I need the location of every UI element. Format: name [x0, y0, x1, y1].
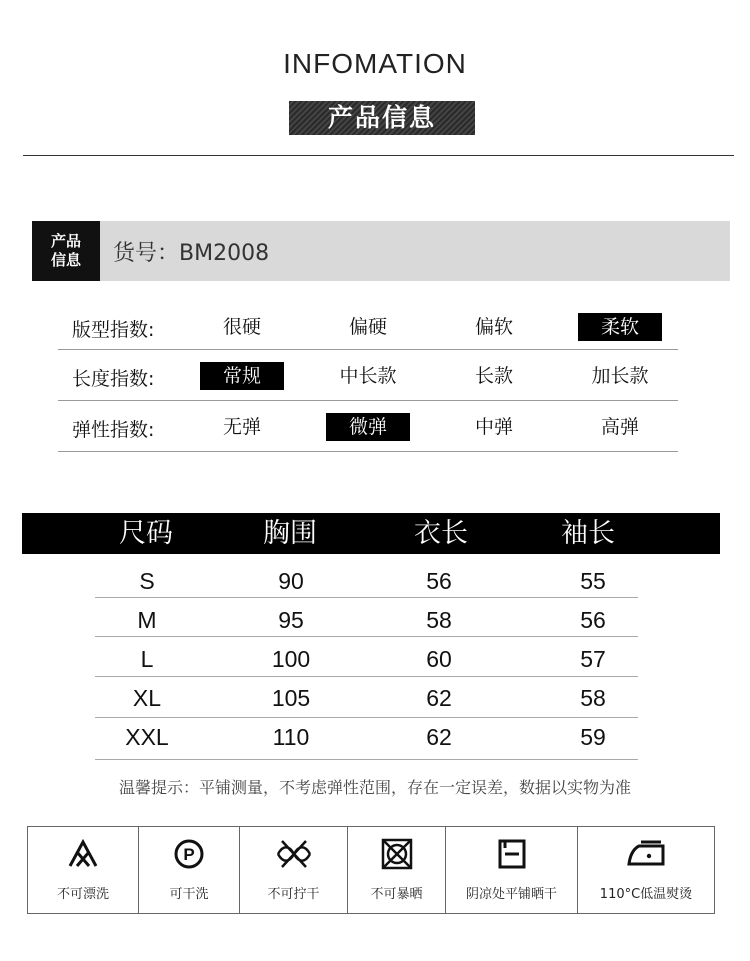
length-cell: 58 — [426, 607, 452, 633]
sleeve-cell: 55 — [580, 568, 606, 594]
index-option: 加长款 — [591, 365, 649, 387]
sleeve-cell: 56 — [580, 607, 606, 633]
care-cell — [577, 827, 714, 913]
index-option: 很硬 — [222, 316, 261, 338]
table-row — [95, 640, 638, 679]
chest-cell: 95 — [278, 607, 304, 633]
index-option: 高弹 — [600, 416, 639, 438]
size-header-size: 尺码 — [119, 518, 173, 549]
index-divider — [58, 349, 678, 350]
table-row — [95, 718, 638, 757]
size-header-length: 衣长 — [414, 518, 468, 549]
sleeve-cell: 58 — [580, 685, 606, 711]
index-option: 中弹 — [474, 416, 513, 438]
sleeve-cell: 57 — [580, 646, 606, 672]
care-cell — [347, 827, 445, 913]
size-cell: M — [137, 607, 157, 633]
product-sku: 货号：BM2008 — [113, 241, 270, 266]
size-cell: XXL — [125, 724, 169, 750]
index-label: 版型指数: — [72, 319, 155, 341]
row-divider — [95, 676, 638, 677]
care-cell — [138, 827, 239, 913]
table-row — [95, 562, 638, 601]
chest-cell: 105 — [271, 685, 311, 711]
index-option: 中长款 — [339, 365, 397, 387]
index-row-elasticity — [58, 403, 678, 453]
chest-cell: 90 — [278, 568, 304, 594]
index-label: 弹性指数: — [72, 419, 155, 441]
care-cell — [28, 827, 138, 913]
care-cell — [445, 827, 577, 913]
row-divider — [95, 636, 638, 637]
product-info-tag — [32, 221, 100, 281]
index-row-fit — [58, 303, 678, 353]
row-divider — [95, 597, 638, 598]
care-cell — [239, 827, 347, 913]
index-option: 偏硬 — [348, 316, 387, 338]
care-label: 不可漂洗 — [56, 887, 109, 902]
care-label: 不可暴晒 — [370, 887, 423, 902]
index-option: 无弹 — [222, 416, 261, 438]
chest-cell: 110 — [272, 724, 310, 750]
measurement-tip: 温馨提示：平铺测量，不考虑弹性范围，存在一定误差，数据以实物为准 — [118, 778, 631, 797]
index-option-selected: 微弹 — [326, 413, 410, 441]
title-english: INFOMATION — [283, 48, 467, 79]
index-divider — [58, 451, 678, 452]
size-cell: S — [139, 568, 155, 594]
length-cell: 56 — [426, 568, 452, 594]
care-instructions — [27, 826, 715, 914]
size-table-header — [22, 513, 720, 554]
dry-flat-shade-icon — [495, 837, 529, 871]
table-row — [95, 601, 638, 640]
title-chinese-banner: 产品信息 — [289, 101, 475, 135]
size-cell: XL — [132, 685, 162, 711]
index-label: 长度指数: — [72, 368, 155, 390]
svg-text:P: P — [183, 845, 195, 864]
product-info-tag-line1: 产品 — [50, 232, 81, 250]
length-cell: 62 — [426, 685, 452, 711]
iron-low-icon — [625, 837, 667, 871]
dry-clean-p-icon — [172, 837, 206, 871]
length-cell: 62 — [426, 724, 452, 750]
index-option-selected: 柔软 — [578, 313, 662, 341]
no-wash-icon — [66, 837, 100, 871]
care-label: 不可拧干 — [267, 887, 320, 902]
index-divider — [58, 400, 678, 401]
product-info-tag-line2: 信息 — [50, 251, 81, 269]
row-divider — [95, 759, 638, 760]
no-wring-icon — [275, 837, 313, 871]
header-divider — [23, 155, 734, 156]
table-row — [95, 679, 638, 718]
chest-cell: 100 — [271, 646, 311, 672]
length-cell: 60 — [426, 646, 452, 672]
care-label: 可干洗 — [169, 887, 209, 902]
size-header-sleeve: 袖长 — [561, 518, 615, 549]
size-cell: L — [140, 646, 154, 672]
care-label: 110°C低温熨烫 — [599, 887, 693, 902]
size-header-chest: 胸围 — [263, 518, 317, 549]
sleeve-cell: 59 — [580, 724, 606, 750]
no-tumble-dry-icon — [379, 837, 415, 871]
index-option: 长款 — [474, 365, 513, 387]
care-label: 阴凉处平铺晒干 — [465, 887, 557, 902]
index-row-length — [58, 352, 678, 402]
index-option: 偏软 — [474, 316, 513, 338]
index-option-selected: 常规 — [200, 362, 284, 390]
